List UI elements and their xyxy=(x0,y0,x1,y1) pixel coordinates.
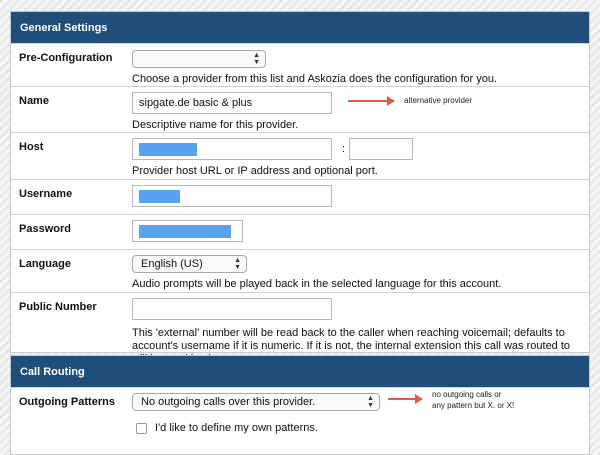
preconfig-help: Choose a provider from this list and Askozia does the configuration for you. xyxy=(132,73,498,85)
select-arrows-icon: ▲ ▼ xyxy=(367,395,374,409)
name-input-value: sipgate.de basic & plus xyxy=(139,97,253,109)
outgoing-patterns-select-value: No outgoing calls over this provider. xyxy=(141,396,316,408)
alternative-provider-annotation xyxy=(348,96,472,105)
outgoing-note-line2: any pattern but X. or X! xyxy=(432,401,515,410)
name-label: Name xyxy=(19,95,49,107)
call-routing-header: Call Routing xyxy=(11,356,589,387)
port-input[interactable] xyxy=(349,138,413,160)
define-own-patterns[interactable] xyxy=(132,421,581,435)
preconfig-row xyxy=(11,43,589,86)
preconfig-select[interactable] xyxy=(132,50,266,68)
select-arrows-icon: ▲ ▼ xyxy=(234,257,241,271)
select-arrows-icon: ▲ ▼ xyxy=(253,52,260,66)
language-select[interactable] xyxy=(132,255,247,273)
host-field xyxy=(124,133,589,179)
language-row xyxy=(11,249,589,292)
language-select-value: English (US) xyxy=(141,258,203,270)
password-row xyxy=(11,214,589,249)
username-row xyxy=(11,179,589,214)
username-label: Username xyxy=(19,188,73,200)
preconfig-field xyxy=(124,44,589,86)
host-row xyxy=(11,132,589,179)
general-settings-header: General Settings xyxy=(11,12,589,43)
password-input[interactable] xyxy=(132,220,243,242)
public-number-label: Public Number xyxy=(19,301,97,313)
general-settings-panel xyxy=(10,11,590,353)
outgoing-patterns-label: Outgoing Patterns xyxy=(19,396,115,408)
name-field xyxy=(124,87,589,132)
annotation-arrow-icon xyxy=(388,398,422,400)
outgoing-patterns-field xyxy=(124,388,589,447)
public-number-field xyxy=(124,293,589,353)
alternative-provider-note: alternative provider xyxy=(404,96,473,105)
host-help: Provider host URL or IP address and optional port. xyxy=(132,165,378,177)
username-input[interactable] xyxy=(132,185,332,207)
define-own-patterns-checkbox[interactable] xyxy=(136,423,147,434)
define-own-patterns-label: I'd like to define my own patterns. xyxy=(155,422,318,434)
language-field xyxy=(124,250,589,292)
outgoing-patterns-select[interactable] xyxy=(132,393,380,411)
outgoing-annotation xyxy=(388,389,514,411)
language-label: Language xyxy=(19,258,71,270)
name-input[interactable] xyxy=(132,92,332,114)
username-field xyxy=(124,180,589,214)
outgoing-note-line1: no outgoing calls or xyxy=(432,390,502,399)
language-help: Audio prompts will be played back in the selected language for this account. xyxy=(132,278,502,290)
host-input[interactable] xyxy=(132,138,332,160)
redacted-username xyxy=(139,190,180,203)
host-port-separator: : xyxy=(342,143,346,155)
redacted-host xyxy=(139,143,197,156)
password-field xyxy=(124,215,589,249)
public-number-row xyxy=(11,292,589,353)
name-row xyxy=(11,86,589,132)
annotation-arrow-icon xyxy=(348,100,394,102)
name-help: Descriptive name for this provider. xyxy=(132,119,299,131)
host-label: Host xyxy=(19,141,44,153)
public-number-help: This 'external' number will be read back to the caller when reaching voicemail; defaults to account's username if it is numeric. If it is not, the internal extension this call was routed to xyxy=(132,327,571,352)
outgoing-note xyxy=(432,389,514,411)
public-number-input[interactable] xyxy=(132,298,332,320)
password-label: Password xyxy=(19,223,71,235)
redacted-password xyxy=(139,225,231,238)
preconfig-label: Pre-Configuration xyxy=(19,52,113,64)
